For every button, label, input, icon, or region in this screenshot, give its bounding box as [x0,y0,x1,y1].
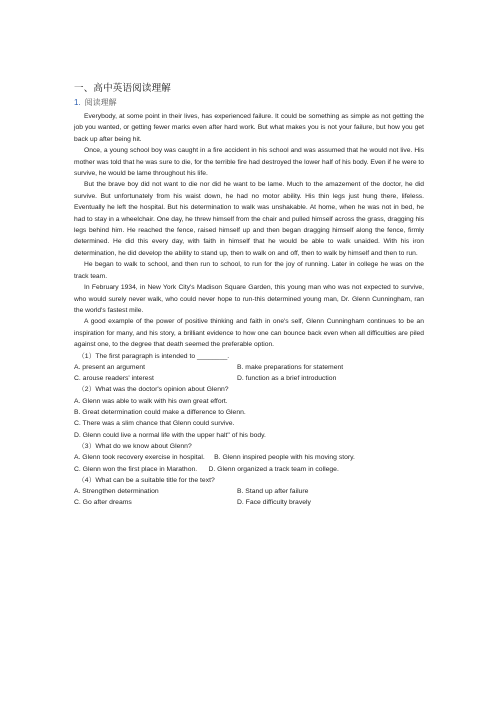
passage-paragraph: Everybody, at some point in their lives, has experienced failure. It could be something as simple as not getting the job you wanted, or getting fewer marks even after hard work. But what makes you is not your failure, but how you get back up after being hit. [74,113,424,143]
question-4 [74,475,424,509]
question-stem: （4）What can be a suitable title for the text? [78,476,215,484]
option-b: B. Great determination could make a difference to Glenn. [74,409,246,417]
option-row [74,497,424,508]
option-a: A. present an argument [74,363,146,371]
option-a: A. Glenn was able to walk with his own great effort. [74,397,228,405]
question-stem: （1）The first paragraph is intended to ________. [78,352,230,360]
question-1 [74,351,424,385]
option-c: C. There was a slim chance that Glenn could survive. [74,420,235,428]
question-stem: （3）What do we know about Glenn? [78,442,192,450]
section-title: 一、高中英语阅读理解 [74,83,172,94]
passage-paragraph: A good example of the power of positive thinking and faith in one's self, Glenn Cunningham continues to be an inspiration for many, and his story, a brilliant evidence to how one can bounce back even when all difficulties are piled against one, to the degree that death seemed the preferable option. [74,318,424,349]
option-a: A. Strengthen determination [74,488,159,496]
question-3 [74,441,424,475]
passage-paragraph: He began to walk to school, and then run to school, to run for the joy of running. Later in college he was on the track team. [74,261,424,280]
sub-title-number: 1. [74,98,81,107]
sub-title-label: 阅读理解 [84,98,117,107]
option-b: B. Stand up after failure [237,488,309,496]
passage-paragraph: Once, a young school boy was caught in a fire accident in his school and was assumed that he would not live. His mother was told that he was sure to die, for the terrible fire had destroyed the lower half of his body. Even if he were to survive, he would be lame throughout his life. [74,147,424,178]
passage-paragraph: But the brave boy did not want to die nor did he want to be lame. Much to the amazement of the doctor, he did survive. But unfortunately from his waist down, he had no motor ability. His thin legs just hung there, lifeless. Eventually he left the hospital. But his determination to walk was unshakable. At home, when he was not in bed, he had to stay in a wheelchair. One day, he threw himself from the chair and pulled himself across the grass, dragging his legs behind him. He reached the fence, raised himself up and then began dragging himself along the fence, firmly determined. He did this every day, with faith in himself that he would be able to walk unaided. With his iron determination, he did develop the ability to stand up, then to walk on and off, then to walk by himself and then to run. [74,181,424,257]
option-d: D. Face difficulty bravely [237,499,311,507]
option-line-cd: C. Glenn won the first place in Marathon. D. Glenn organized a track team in college. [74,465,339,473]
option-row [74,362,424,373]
option-line-ab: A. Glenn took recovery exercise in hospital. B. Glenn inspired people with his moving story. [74,454,355,462]
sub-title [74,97,424,108]
option-row [74,373,424,384]
document-page [74,80,424,509]
option-row [74,486,424,497]
option-c: C. arouse readers' interest [74,375,154,383]
option-b: B. make preparations for statement [237,363,344,371]
question-2 [74,384,424,440]
question-stem: （2）What was the doctor's opinion about Glenn? [78,386,229,394]
option-d: D. function as a brief introduction [237,375,337,383]
option-d: D. Glenn could live a normal life with the upper halt" of his body. [74,431,266,439]
passage-paragraph: In February 1934, in New York City's Madison Square Garden, this young man who was not expected to survive, who would surely never walk, who could never hope to run-this determined young man, Dr. Glenn Cunningham, ran the world's fastest mile. [74,284,424,314]
option-c: C. Go after dreams [74,499,132,507]
